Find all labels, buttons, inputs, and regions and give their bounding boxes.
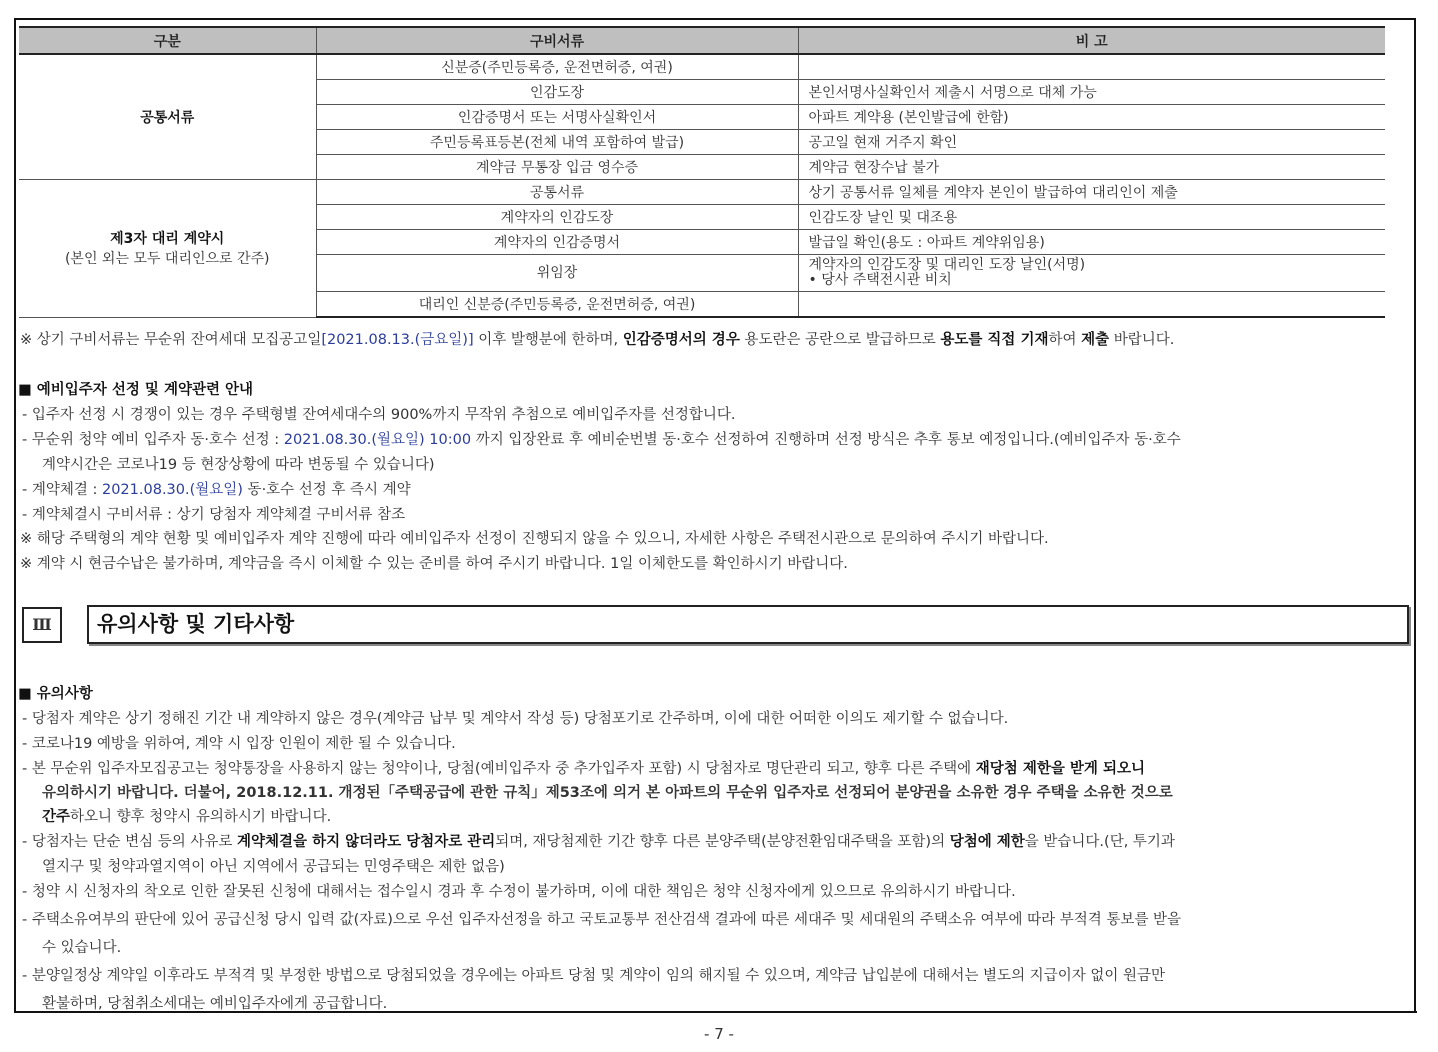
list-item: - 본 무순위 입주자모집공고는 청약통장을 사용하지 않는 청약이나, 당첨(예비입주자 중 추가입주자 포함) 시 당첨자로 명단관리 되고, 향후 다른 주택에 재당첨 제한을 받게 되오니: [22, 761, 1145, 777]
table-row: [19, 54, 1385, 80]
doc-cell: 대리인 신분증(주민등록증, 운전면허증, 여권): [316, 292, 798, 318]
list-item: - 입주자 선정 시 경쟁이 있는 경우 주택형별 잔여세대수의 900%까지 무작위 추첨으로 예비입주자를 선정합니다.: [22, 407, 736, 423]
category-proxy: [19, 180, 316, 318]
note-cell: 본인서명사실확인서 제출시 서명으로 대체 가능: [798, 80, 1385, 105]
note-cell: 공고일 현재 거주지 확인: [798, 130, 1385, 155]
table-header-row: [19, 27, 1385, 54]
selection-date: 2021.08.30.(월요일) 10:00: [283, 432, 472, 448]
note-cell: [798, 54, 1385, 80]
header-remarks: 비 고: [798, 27, 1385, 54]
cautions-heading: ■ 유의사항: [18, 686, 93, 702]
category-proxy-subtitle: (본인 외는 모두 대리인으로 간주): [64, 251, 270, 268]
list-item-continued: 유의하시기 바랍니다. 더불어, 2018.12.11. 개정된「주택공급에 관한 규칙」제53조에 의거 본 아파트의 무순위 입주자로 선정되어 분양권을 소유한 경우 주택을 소유한 것으로: [42, 785, 1173, 801]
doc-cell: 인감증명서 또는 서명사실확인서: [316, 105, 798, 130]
section-title: 유의사항 및 기타사항: [87, 605, 1409, 644]
list-item-continued: 계약시간은 코로나19 등 현장상황에 따라 변동될 수 있습니다): [42, 457, 435, 473]
list-item: - 계약체결시 구비서류 : 상기 당첨자 계약체결 구비서류 참조: [22, 507, 406, 523]
doc-cell: 계약자의 인감도장: [316, 205, 798, 230]
note-cell: 상기 공통서류 일체를 계약자 본인이 발급하여 대리인이 제출: [798, 180, 1385, 205]
doc-cell: 공통서류: [316, 180, 798, 205]
list-item: - 당첨자 계약은 상기 정해진 기간 내 계약하지 않은 경우(계약금 납부 및 계약서 작성 등) 당첨포기로 간주하며, 이에 대한 어떠한 이의도 제기할 수 없습니다.: [22, 711, 1009, 727]
list-item: - 코로나19 예방을 위하여, 계약 시 입장 인원이 제한 될 수 있습니다.: [22, 736, 456, 752]
list-item-continued: 수 있습니다.: [42, 940, 122, 956]
doc-cell: 계약금 무통장 입금 영수증: [316, 155, 798, 180]
note-line: 계약자의 인감도장 및 대리인 도장 날인(서명): [808, 257, 1086, 273]
list-item: - 주택소유여부의 판단에 있어 공급신청 당시 입력 값(자료)으로 우선 입주자선정을 하고 국토교통부 전산검색 결과에 따른 세대주 및 세대원의 주택소유 여부에 따라 부적격 통보를 받을: [22, 912, 1182, 928]
list-item: - 분양일정상 계약일 이후라도 부적격 및 부정한 방법으로 당첨되었을 경우에는 아파트 당첨 및 계약이 임의 해지될 수 있으며, 계약금 납입분에 대해서는 별도의 지급이자 없이 원금만: [22, 968, 1165, 984]
list-item-continued: 열지구 및 청약과열지역이 아닌 지역에서 공급되는 민영주택은 제한 없음): [42, 859, 505, 875]
note-cell: 계약금 현장수납 불가: [798, 155, 1385, 180]
note-cell: 발급일 확인(용도 : 아파트 계약위임용): [798, 230, 1385, 255]
reserve-heading: ■ 예비입주자 선정 및 계약관련 안내: [18, 382, 254, 398]
doc-cell: 신분증(주민등록증, 운전면허증, 여권): [316, 54, 798, 80]
contract-date: 2021.08.30.(월요일): [101, 482, 243, 498]
note-cell: 아파트 계약용 (본인발급에 한함): [798, 105, 1385, 130]
list-item: ※ 해당 주택형의 계약 현황 및 예비입주자 계약 진행에 따라 예비입주자 선정이 진행되지 않을 수 있으니, 자세한 사항은 주택전시관으로 문의하여 주시기 바랍니다.: [20, 531, 1049, 547]
section-number: Ⅲ: [22, 607, 62, 643]
page-number: - 7 -: [704, 1025, 734, 1043]
table-row: [19, 180, 1385, 205]
notice-date: [2021.08.13.(금요일)]: [321, 332, 474, 348]
category-common: 공통서류: [19, 54, 316, 180]
list-item: - 청약 시 신청자의 착오로 인한 잘못된 신청에 대해서는 접수일시 경과 후 수정이 불가하며, 이에 대한 책임은 청약 신청자에게 있으므로 유의하시기 바랍니다.: [22, 884, 1016, 900]
note-cell: [798, 255, 1385, 292]
list-item: - 당첨자는 단순 변심 등의 사유로 계약체결을 하지 않더라도 당첨자로 관리되며, 재당첨제한 기간 향후 다른 분양주택(분양전환임대주택을 포함)의 당첨에 제한을 받습니다.(단, 투기과: [22, 834, 1175, 850]
header-documents: 구비서류: [316, 27, 798, 54]
doc-cell: 주민등록표등본(전체 내역 포함하여 발급): [316, 130, 798, 155]
list-item-continued: 환불하며, 당첨취소세대는 예비입주자에게 공급합니다.: [42, 996, 388, 1012]
list-item-continued: 간주하오니 향후 청약시 유의하시기 바랍니다.: [42, 809, 332, 825]
list-item: - 계약체결 : 2021.08.30.(월요일) 동·호수 선정 후 즉시 계약: [22, 482, 411, 498]
doc-cell: 계약자의 인감증명서: [316, 230, 798, 255]
documents-table: [19, 26, 1385, 318]
note-cell: 인감도장 날인 및 대조용: [798, 205, 1385, 230]
note-line: • 당사 주택전시관 비치: [808, 272, 952, 288]
list-item: ※ 계약 시 현금수납은 불가하며, 계약금을 즉시 이체할 수 있는 준비를 하여 주시기 바랍니다. 1일 이체한도를 확인하시기 바랍니다.: [20, 556, 848, 572]
note-cell: [798, 292, 1385, 318]
category-proxy-title: 제3자 대리 계약시: [110, 231, 225, 248]
list-item: - 무순위 청약 예비 입주자 동·호수 선정 : 2021.08.30.(월요일) 10:00 까지 입장완료 후 예비순번별 동·호수 선정하여 진행하며 선정 방식은 추후 통보 예정입니다.(예비입주자 동·호수: [22, 432, 1181, 448]
documents-notice: ※ 상기 구비서류는 무순위 잔여세대 모집공고일[2021.08.13.(금요일)] 이후 발행분에 한하며, 인감증명서의 경우 용도란은 공란으로 발급하므로 용도를 직접 기재하여 제출 바랍니다.: [20, 332, 1175, 348]
doc-cell: 인감도장: [316, 80, 798, 105]
doc-cell: 위임장: [316, 255, 798, 292]
header-category: 구분: [19, 27, 316, 54]
